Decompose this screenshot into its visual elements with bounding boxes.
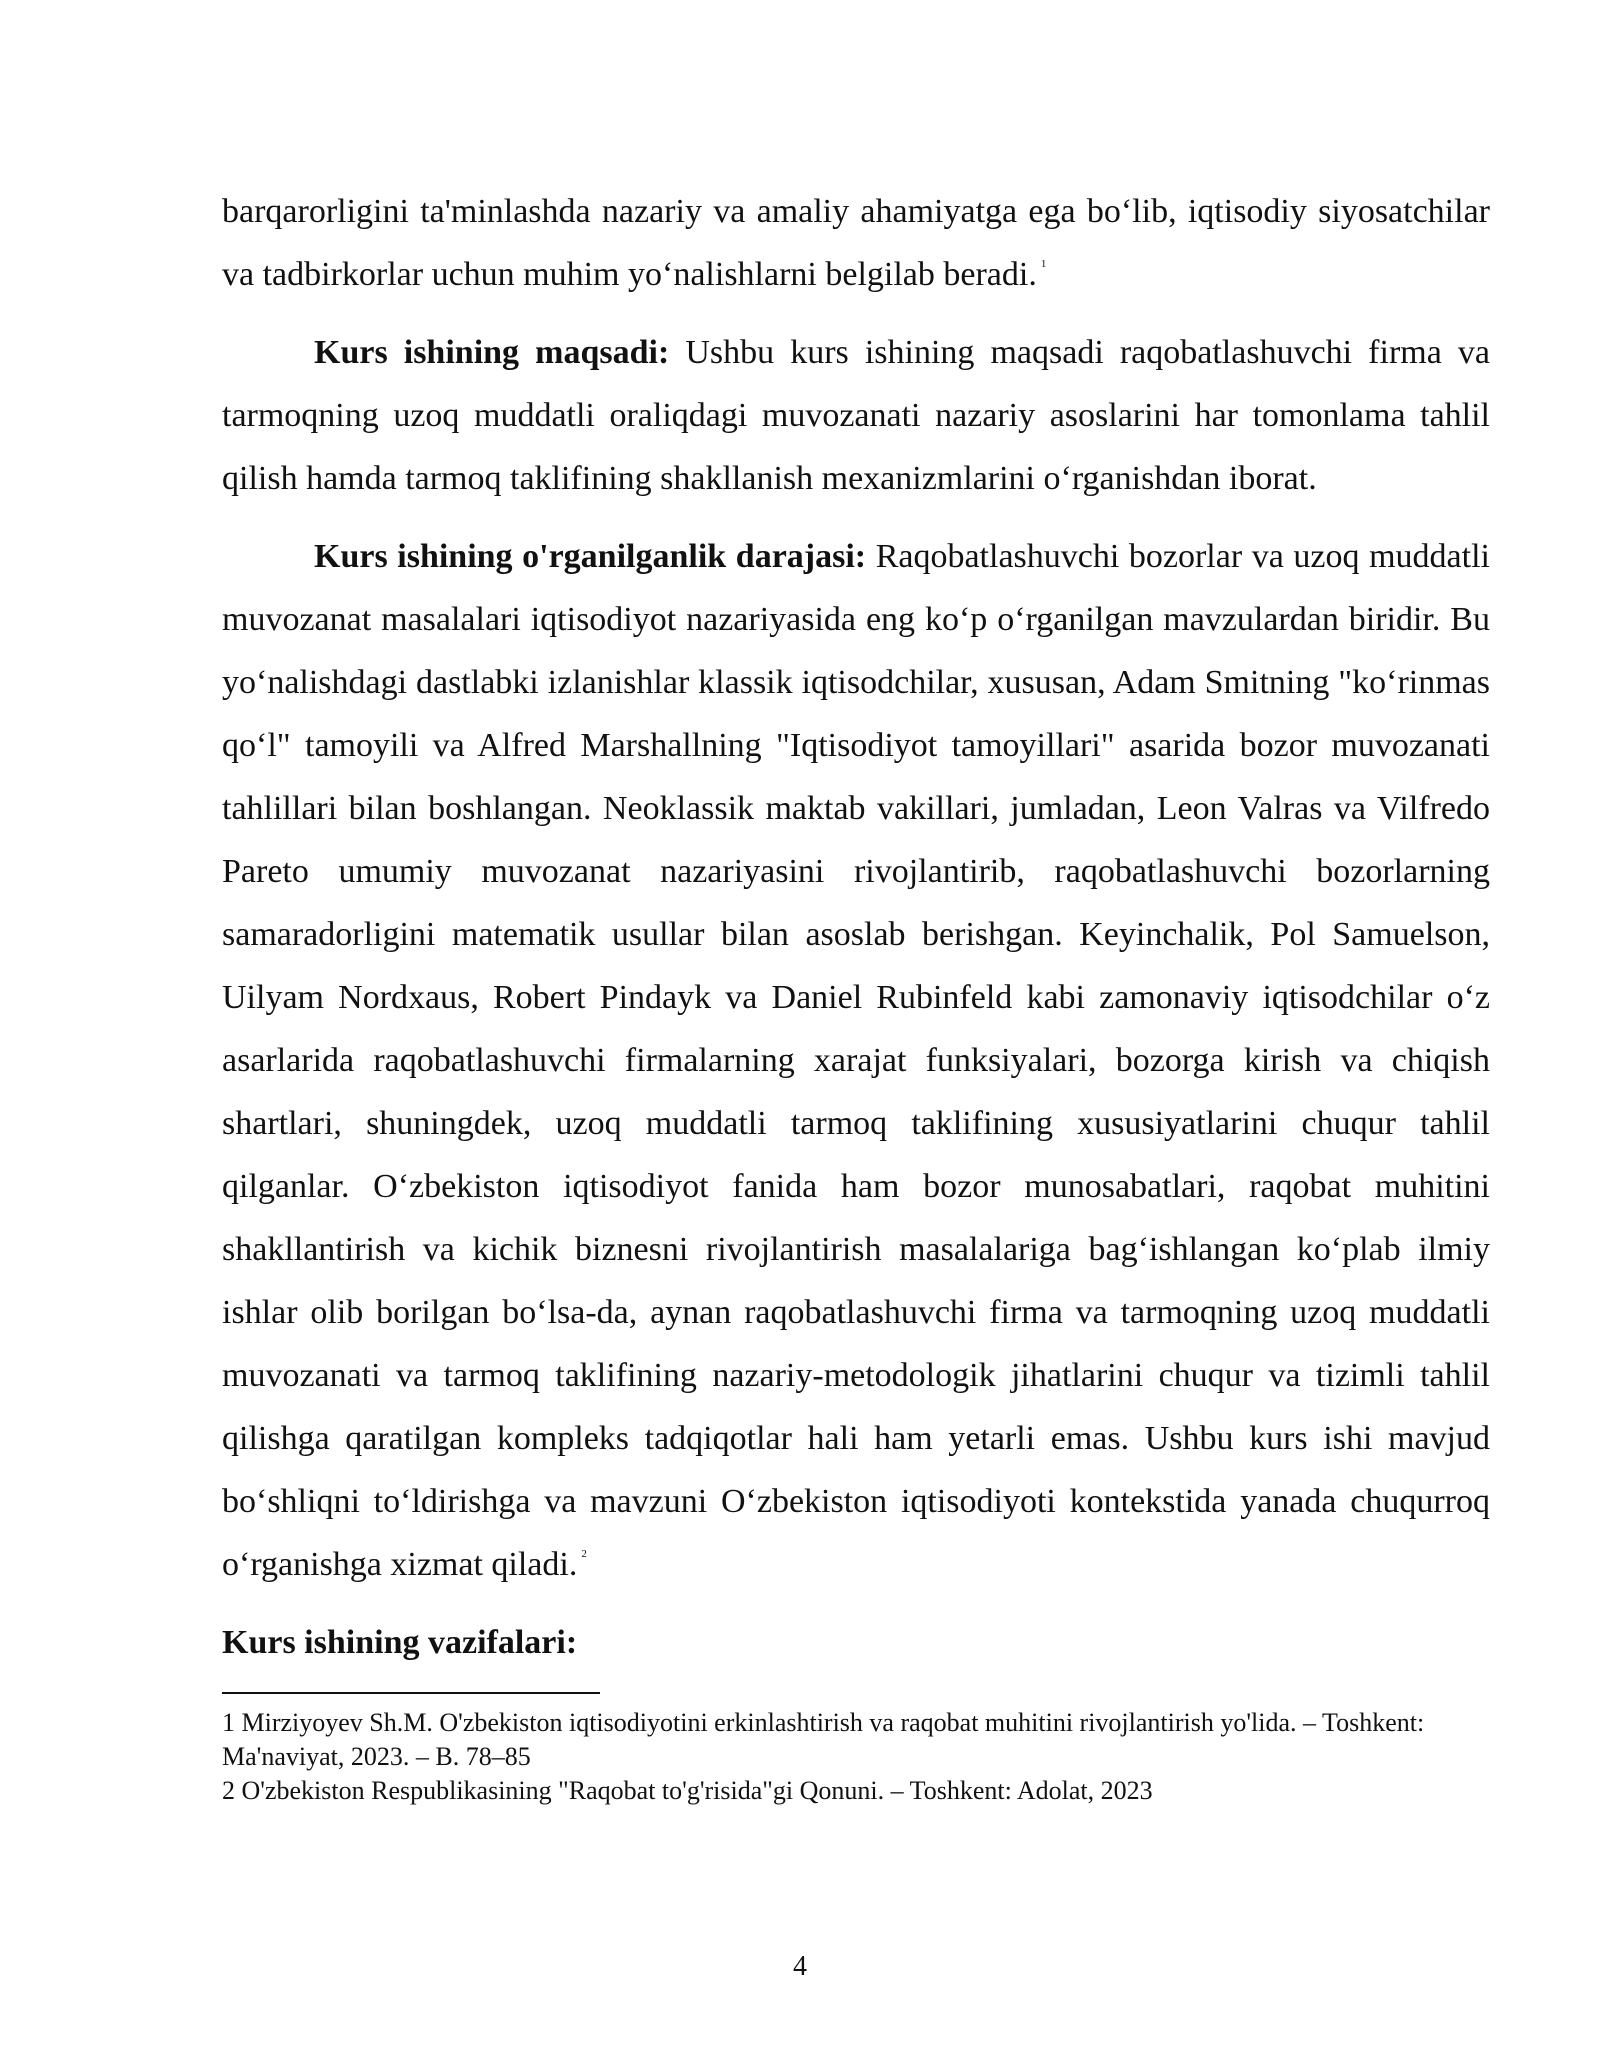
paragraph-lead: Kurs ishining maqsadi: <box>314 334 670 371</box>
section-heading: Kurs ishining vazifalari: <box>222 1624 578 1661</box>
footnote-reference: 2 <box>581 1547 587 1560</box>
page-number: 4 <box>793 1951 807 1982</box>
footnote-2: 2 O'zbekiston Respublikasining "Raqobat to'g'risida"gi Qonuni. – Toshkent: Adolat, 2023 <box>222 1776 1153 1805</box>
document-page <box>222 180 1490 1808</box>
paragraph-text: Ushbu kurs ishining maqsadi raqobatlashuvchi firma va tarmoqning uzoq muddatli oraliqdagi muvozanati nazariy asoslarini har tomonlama tahlil qilish hamda tarmoq taklifining shakllanish mexanizmlarini o‘rganishdan iborat. <box>222 334 1490 497</box>
paragraph-continuation <box>222 180 1490 306</box>
footnote-1: 1 Mirziyoyev Sh.M. O'zbekiston iqtisodiyotini erkinlashtirish va raqobat muhitini rivojlantirish yo'lida. – Toshkent: Ma'naviyat, 2023. – B. 78–85 <box>222 1708 1425 1771</box>
paragraph-text: barqarorligini ta'minlashda nazariy va amaliy ahamiyatga ega bo‘lib, iqtisodiy siyosatchilar va tadbirkorlar uchun muhim yo‘nalishlarni belgilab beradi. <box>222 193 1490 293</box>
paragraph-lead: Kurs ishining o'rganilganlik darajasi: <box>314 538 867 575</box>
paragraph-study-level <box>222 525 1490 1596</box>
footnote-separator <box>222 1692 600 1694</box>
footnote-reference: 1 <box>1040 257 1047 270</box>
paragraph-goal <box>222 321 1490 510</box>
paragraph-text: Raqobatlashuvchi bozorlar va uzoq muddatli muvozanat masalalari iqtisodiyot nazariyasida eng ko‘p o‘rganilgan mavzulardan biridir. Bu yo‘nalishdagi dastlabki izlanishlar klassik iqtisodchilar, xususan, Adam Smitning "ko‘rinmas qo‘l" tamoyili va Alfred Marshallning "Iqtisodiyot tamoyillari" asarida bozor muvozanati tahlillari bilan boshlangan. Neoklassik maktab vakillari, jumladan, Leon Valras va Vilfredo Pareto umumiy muvozanat nazariyasini rivojlantirib, raqobatlashuvchi bozorlarning samaradorligini matematik usullar bilan asoslab berishgan. Keyinchalik, Pol Samuelson, Uilyam Nordxaus, Robert Pindayk va Daniel Rubinfeld kabi zamonaviy iqtisodchilar o‘z asarlarida raqobatlashuvchi firmalarning xarajat funksiyalari, bozorga kirish va chiqish shartlari, shuningdek, uzoq muddatli tarmoq taklifining xususiyatlarini chuqur tahlil qilganlar. O‘zbekiston iqtisodiyot fanida ham bozor munosabatlari, raqobat muhitini shakllantirish va kichik biznesni rivojlantirish masalalariga bag‘ishlangan ko‘plab ilmiy ishlar olib borilgan bo‘lsa-da, aynan raqobatlashuvchi firma va tarmoqning uzoq muddatli muvozanati va tarmoq taklifining nazariy-metodologik jihatlarini chuqur va tizimli tahlil qilishga qaratilgan kompleks tadqiqotlar hali ham yetarli emas. Ushbu kurs ishi mavjud bo‘shliqni to‘ldirishga va mavzuni O‘zbekiston iqtisodiyoti kontekstida yanada chuqurroq o‘rganishga xizmat qiladi. <box>222 538 1490 1583</box>
